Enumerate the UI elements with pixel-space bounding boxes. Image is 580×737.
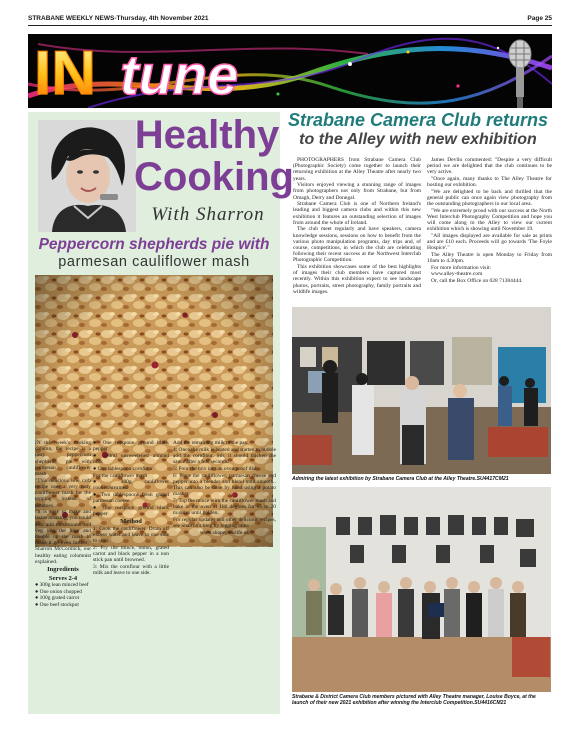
article-paragraph: PHOTOGRAPHERS from Strabane Camera Club (Photographic Society) come together to launch their returning exhibition at the Alley Theatre after nearly two years. [293,157,421,182]
recipe-subtitle: parmesan cauliflower mash [58,254,250,270]
page-folio [28,12,552,26]
method-step: 6: Place the cauliflower, parmesan cheese and pepper into a blender and blend until smooth.. This can also be done by hand using a potato masher. [173,472,276,498]
recipe-intro-paragraph: "This delicious low carb recipe uses a very tasty cauliflower mash for the topping instead of potatoes. [35,477,91,509]
folio-publication-date: STRABANE WEEKLY NEWS-Thursday, 4th November 2021 [28,15,209,22]
ingredient-item: ● Two tablespoons fresh grated parmesan cheese [93,492,169,505]
method-step: 5: Pour the mix into an oven proof dish. [173,465,260,472]
article-headline-line2: to the Alley with new exhibition [299,131,537,148]
banner-title-in: IN [34,39,96,108]
article-paragraph: "We are delighted to be back and thrilled that the general public can once again view photography from the outstanding photographers in our local area. [427,188,552,208]
exhibition-photo-2 [292,487,551,692]
article-paragraph: "Once again, many thanks to The Alley Theatre for hosting our exhibition. [427,176,552,189]
article-paragraph: The club meet regularly and have speakers, camera knowledge sessions, sessions on how to benefit from the various photo manipulation programs, day trips and, of course, competitions, in which the club are celebrating following their recent success at the Northwest Interclub Photographic Competition. [293,226,421,264]
ingredient-item: ● One onion chopped [35,588,82,595]
article-paragraph: James Devlin commented: "Despite a very difficult period we are delighted that the club continues to be very active. [427,157,552,176]
method-step: Add the remaining milk to the pan. [173,440,249,446]
method-heading: Method [120,518,142,526]
ingredient-item: ● One beef stockpot [35,602,79,609]
method-step: 7: Top the mince with the cauliflower mash and bake in the oven at 180 degrees for 15 to 20 minutes until golden. [173,497,276,517]
method-step: For regular updates and other delicious recipes, see Sharron's blog by logging onto: [173,516,276,530]
article-paragraph: This exhibition showcases some of the best highlights of images their club members have captured most recently. Within this exhibition expect to see landscape photos, portraits, street photography, family portraits and wildlife images. [293,264,421,295]
article-paragraph: Or, call the Box Office on 028 71384444. [431,277,523,284]
healthy-cooking-title-line2: Cooking [134,155,294,199]
columnist-portrait [38,120,136,232]
intune-banner [28,34,552,108]
banner-title-tune: tune [120,43,239,106]
ingredient-item: ● 300g lean minced beef [35,582,89,589]
article-column-2 [427,157,552,285]
recipe-column-1 [35,440,91,609]
ingredient-item: ● One teaspoon ground black pepper [93,505,169,518]
article-headline-line1: Strabane Camera Club returns [287,110,549,130]
healthy-cooking-title-line1: Healthy [134,113,280,157]
recipe-title: Peppercorn shepherds pie with [38,236,270,253]
serves-text: Serves 2-4 [48,574,78,582]
ingredient-item: ● One tablespoon cornflour [93,465,153,472]
method-step: 4: Once the milk is heated and started to bubble add the cornflour. Stir, it should thicken the sauce after a few seconds. [173,446,276,466]
article-paragraph: "We are extremely proud with our success at the North West Interclub Photography Competition and hope you will come along to the Alley to view our current exhibition which is showing until November 19. [427,207,552,233]
article-paragraph: Strabane Camera Club is one of Northern Ireland's leading and biggest camera clubs and within this new exhibition it features an outstanding selection of images from around the whole of Ireland. [293,201,421,226]
photo-1-caption: Admiring the latest exhibition by Strabane Camera Club at the Alley Theatre.SU4417CM21 [292,476,509,482]
photo-2-caption: Strabane & District Camera Club members pictured with Alley Theatre manager, Louise Boyce, at the launch of their new 2021 exhibition after winning the Interclub Competition.SU4416CM21 [292,694,536,707]
ingredient-subheading: For the cauliflower mash [93,472,148,479]
article-column-1 [293,157,421,295]
recipe-intro-paragraph: "It is easy to make and tastes amazing, you could also add mushrooms and veg into the base and double up the mash to make it go even further," Sharron McCormick, our healthy eating columnist explained. [35,509,91,565]
columnist-byline: With Sharron [151,204,265,225]
method-step: 2: Fry the mince, onion, grated carrot and black pepper in a non stick pan until browned. [93,545,169,564]
method-step: 1: Cook the cauliflower. Drain off excess water and leave to one side to cool. [93,525,169,545]
article-paragraph: www.alley-theatre.com [431,271,483,278]
banner-graphic [28,34,552,108]
ingredient-item: ● One teaspoon ground black pepper [93,440,169,453]
folio-page-number: Page 25 [527,15,552,22]
ingredient-item: ● 100g grated carrot [35,595,80,602]
article-paragraph: The Alley Theatre is open Monday to Friday from 10am to 4.30pm. [427,252,552,265]
ingredient-item: ● 300g cauliflower cooked/steamed [93,479,169,492]
ingredients-heading: Ingredients [47,566,79,574]
article-paragraph: "All images displayed are available for sale as prints and are £10 each. Proceeds will go towards 'The Foyle Hospice'." [427,233,552,252]
ingredient-item: ● 300ml unsweetened almond milk [93,452,169,466]
healthy-cooking-panel [28,112,294,714]
article-paragraph: Visitors enjoyed viewing a stunning range of images from photographers not only from Strabane, but from Omagh, Derry and Donegal. [293,182,421,201]
blog-url: www.shapeyouslife.uk [199,529,250,536]
recipe-column-3 [173,440,276,537]
exhibition-photo-1 [292,307,551,474]
article-paragraph: For more information visit: [431,264,492,271]
method-step: 3: Mix the cornflour with a little milk and leave to one side. [93,564,169,577]
recipe-column-2 [93,440,169,577]
recipe-intro-paragraph: IN this week's cooking column, the recipe is a tasty peppercorn shepherds pie with parmesan cauliflower mash [35,440,91,478]
